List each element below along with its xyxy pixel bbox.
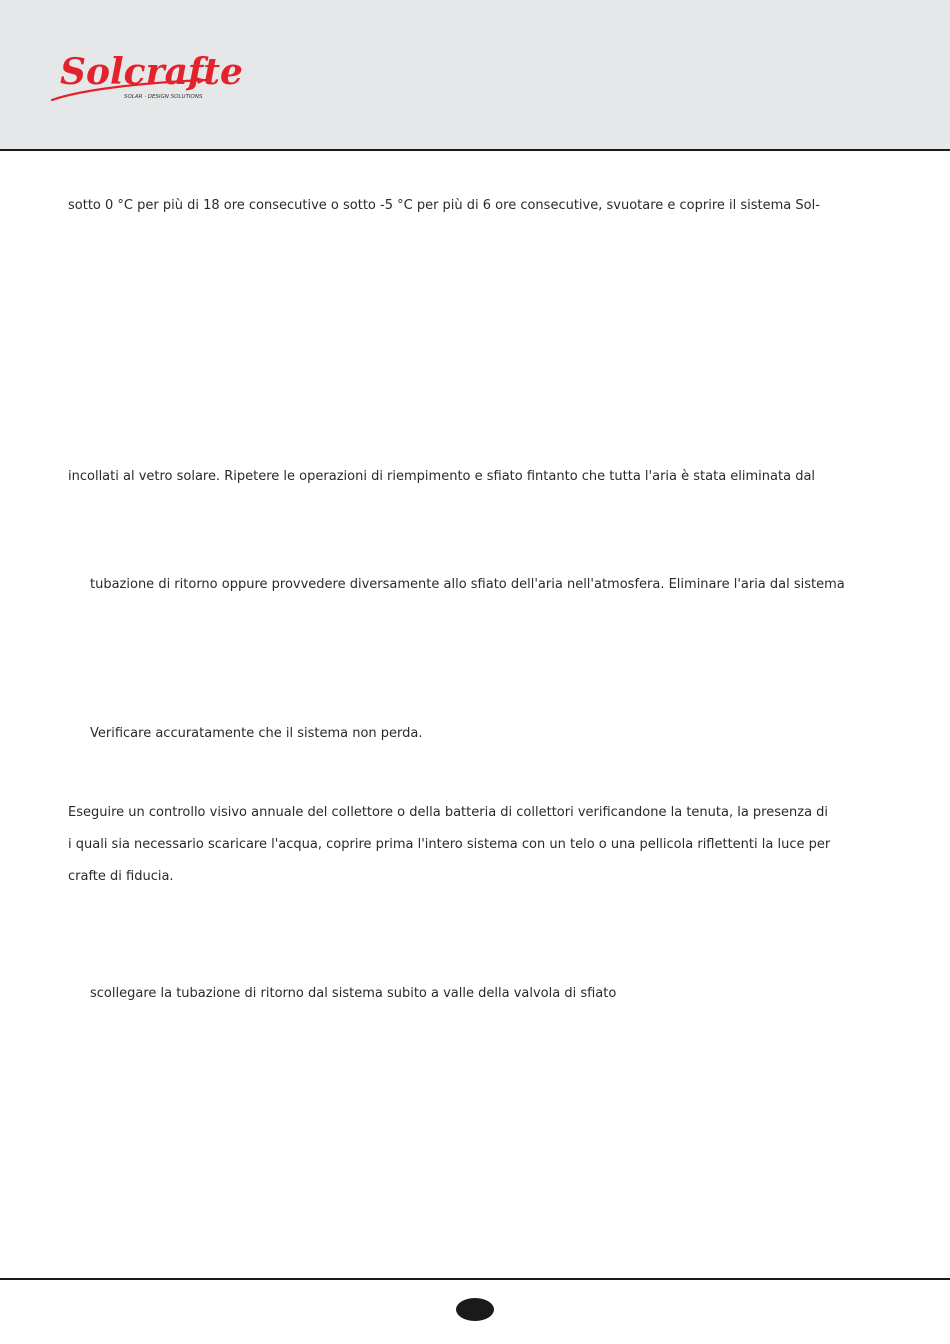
paragraph-line: tubazione di ritorno oppure provvedere diversamente allo sfiato dell'aria nell'atmosfera. Eliminare l'aria dal sistema <box>90 577 845 592</box>
logo-tagline: SOLAR · DESIGN SOLUTIONS <box>124 94 203 100</box>
page-number-badge <box>456 1298 494 1321</box>
paragraph-line: Verificare accuratamente che il sistema non perda. <box>90 726 423 741</box>
paragraph-line: incollati al vetro solare. Ripetere le operazioni di riempimento e sfiato fintanto che tutta l'aria è stata eliminata dal <box>68 469 816 484</box>
paragraph-line: sotto 0 °C per più di 18 ore consecutive o sotto -5 °C per più di 6 ore consecutive, svuotare e coprire il sistema Sol- <box>68 198 820 213</box>
solcrafte-logo <box>46 40 243 110</box>
page-header <box>0 0 950 151</box>
paragraph-line: i quali sia necessario scaricare l'acqua, coprire prima l'intero sistema con un telo o una pellicola riflettenti la luce per <box>68 837 831 852</box>
footer-rule <box>0 1278 950 1280</box>
logo-wordmark: Solcrafte <box>60 51 243 93</box>
paragraph-line: crafte di fiducia. <box>68 869 174 884</box>
paragraph-line: scollegare la tubazione di ritorno dal sistema subito a valle della valvola di sfiato <box>90 986 617 1001</box>
paragraph-line: Eseguire un controllo visivo annuale del collettore o della batteria di collettori verificandone la tenuta, la presenza di <box>68 805 829 820</box>
